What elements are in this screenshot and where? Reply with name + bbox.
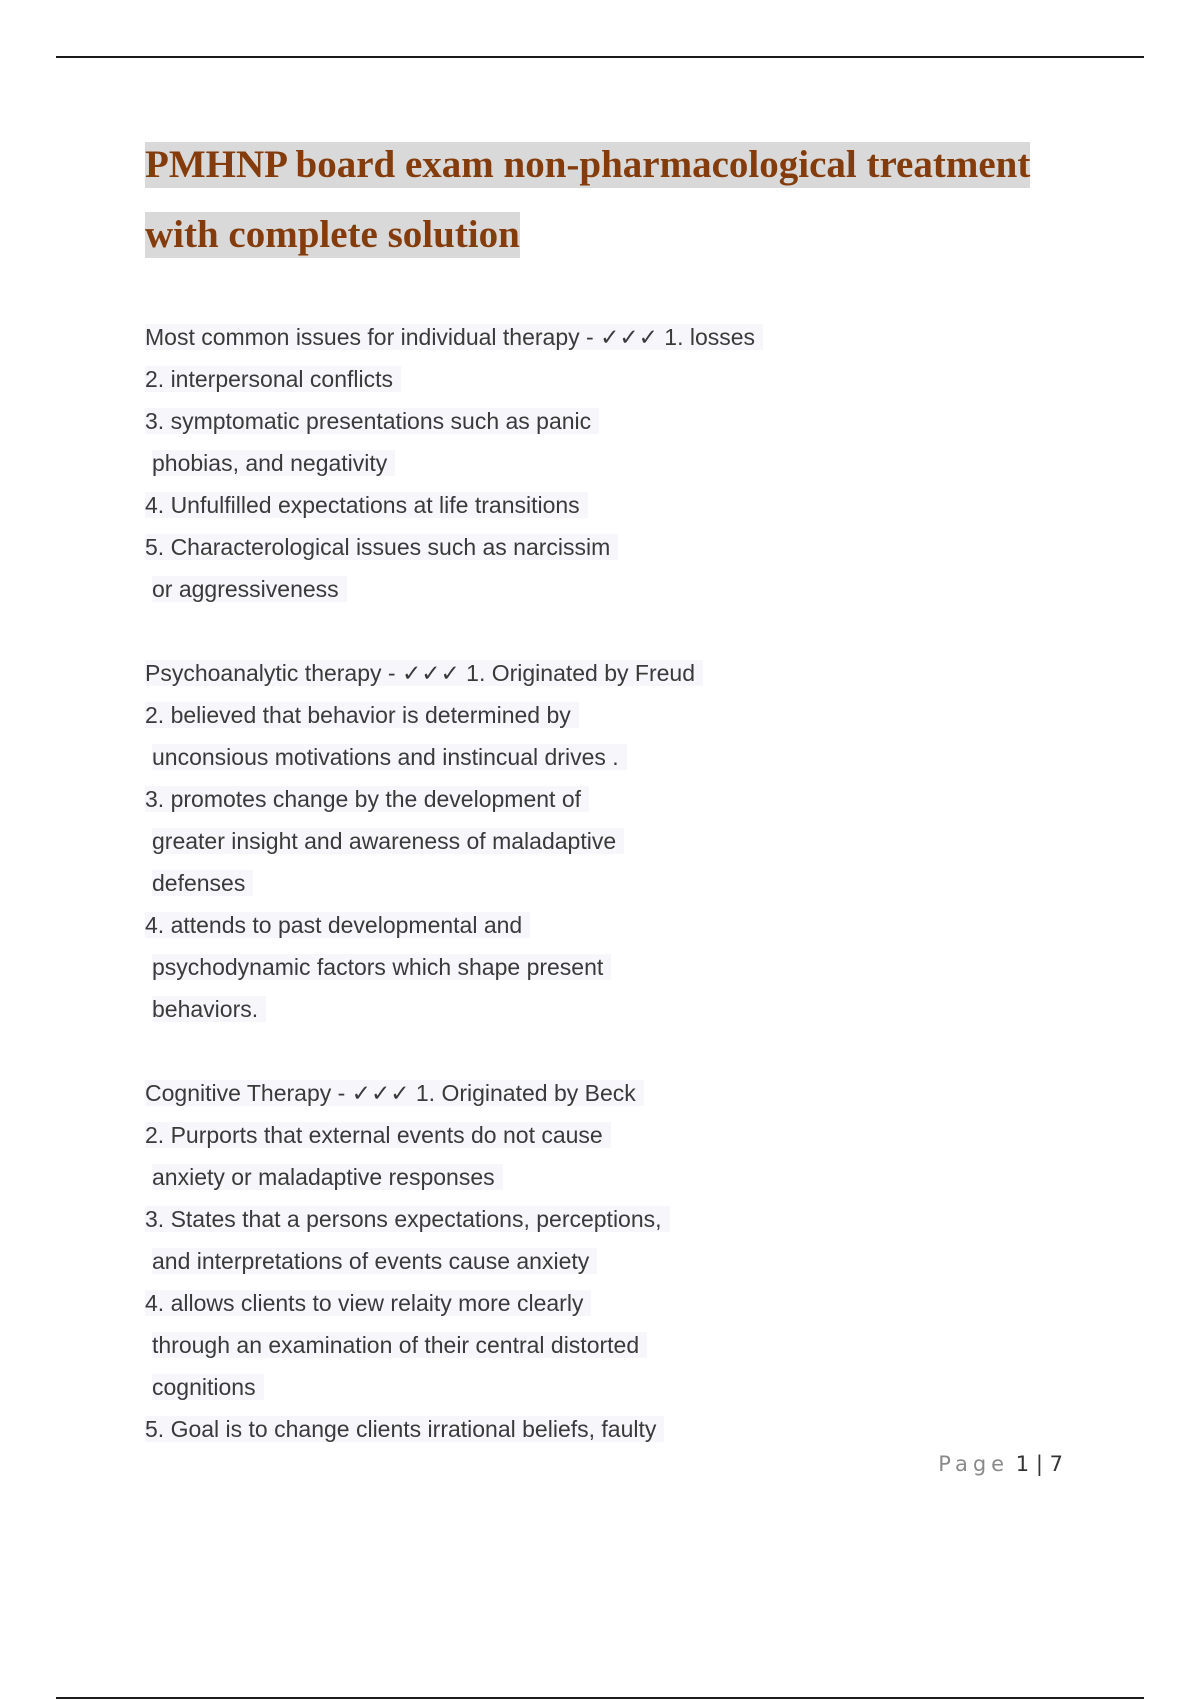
line-text: 5. Characterological issues such as narcissim [145,534,618,560]
question-line [145,316,1065,358]
line-text: 4. Unfulfilled expectations at life transitions [145,492,588,518]
page-number: 1 [1015,1452,1030,1476]
answer-line [145,778,1065,820]
answer-line [145,694,1065,736]
line-text: 3. States that a persons expectations, perceptions, [145,1206,670,1232]
answer-line [145,1282,1065,1324]
page-separator: | [1035,1452,1043,1476]
answer-line [145,820,1065,862]
answer-line [145,1198,1065,1240]
line-text: Most common issues for individual therapy - ✓✓✓ 1. losses [145,324,763,350]
answer-line [145,484,1065,526]
line-text: defenses [152,870,253,896]
answer-line [145,1324,1065,1366]
line-text: or aggressiveness [152,576,347,602]
answer-line [145,862,1065,904]
page-total: 7 [1049,1452,1063,1476]
line-text: 4. attends to past developmental and [145,912,530,938]
question-line [145,652,1065,694]
page-label: Page [938,1452,1010,1476]
answer-line [145,946,1065,988]
qa-section [145,316,1065,610]
line-text: 2. believed that behavior is determined by [145,702,579,728]
line-text: 3. promotes change by the development of [145,786,589,812]
answer-line [145,442,1065,484]
question-line [145,1072,1065,1114]
answer-line [145,400,1065,442]
line-text: 4. allows clients to view relaity more clearly [145,1290,591,1316]
answer-line [145,904,1065,946]
answer-line [145,358,1065,400]
answer-line [145,1408,1065,1450]
title-line-1: PMHNP board exam non-pharmacological treatment [145,143,1031,186]
line-text: phobias, and negativity [152,450,395,476]
qa-sections [145,316,1065,1450]
line-text: unconsious motivations and instincual drives . [152,744,627,770]
document-body [145,142,1065,1450]
answer-line [145,988,1065,1030]
line-text: psychodynamic factors which shape present [152,954,611,980]
line-text: 2. Purports that external events do not cause [145,1122,611,1148]
answer-line [145,1114,1065,1156]
line-text: 5. Goal is to change clients irrational beliefs, faulty [145,1416,664,1442]
answer-line [145,736,1065,778]
answer-line [145,1156,1065,1198]
line-text: Cognitive Therapy - ✓✓✓ 1. Originated by Beck [145,1080,644,1106]
bottom-rule [56,1697,1144,1699]
answer-line [145,1240,1065,1282]
answer-line [145,1366,1065,1408]
line-text: 2. interpersonal conflicts [145,366,401,392]
answer-line [145,526,1065,568]
top-rule [56,56,1144,58]
title-line-2: with complete solution [145,213,520,256]
qa-section [145,1072,1065,1450]
line-text: Psychoanalytic therapy - ✓✓✓ 1. Originated by Freud [145,660,703,686]
answer-line [145,568,1065,610]
line-text: and interpretations of events cause anxiety [152,1248,597,1274]
line-text: behaviors. [152,996,266,1022]
line-text: 3. symptomatic presentations such as panic [145,408,599,434]
document-title [145,142,1065,258]
page-footer [938,1452,1063,1476]
qa-section [145,652,1065,1030]
line-text: cognitions [152,1374,264,1400]
line-text: greater insight and awareness of maladaptive [152,828,624,854]
line-text: through an examination of their central distorted [152,1332,647,1358]
line-text: anxiety or maladaptive responses [152,1164,503,1190]
